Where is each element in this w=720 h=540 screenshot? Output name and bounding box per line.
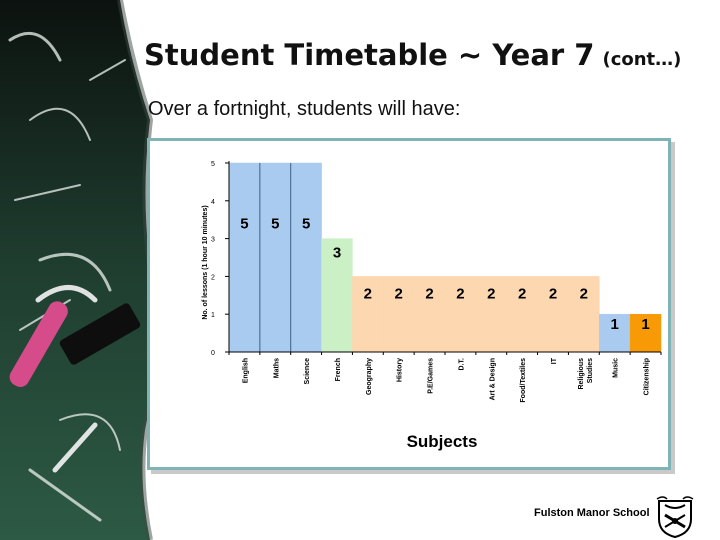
chart-frame [147, 138, 671, 470]
data-label: 2 [456, 285, 465, 303]
slide-title [144, 38, 681, 72]
data-label: 2 [425, 285, 434, 303]
y-tick-label: 2 [211, 274, 215, 282]
bar-0 [229, 163, 260, 352]
y-tick-label: 0 [211, 350, 215, 357]
data-label: 1 [610, 316, 619, 334]
bar-2 [291, 163, 322, 352]
y-tick-label: 5 [211, 161, 215, 168]
category-label: D.T. [458, 358, 466, 371]
category-label: Music [612, 358, 620, 378]
slide-subtitle: Over a fortnight, students will have: [148, 98, 461, 120]
data-label: 2 [363, 285, 373, 303]
category-label: Religious Studies [577, 358, 594, 390]
category-label: Maths [273, 358, 281, 379]
data-label: 5 [271, 215, 280, 233]
data-label: 3 [332, 244, 342, 262]
data-label: 1 [641, 316, 650, 334]
x-axis-label: Subjects [406, 432, 478, 451]
y-tick-label: 4 [211, 198, 215, 206]
footer-school-name: Fulston Manor School [534, 507, 650, 519]
category-label: Food/Textiles [520, 358, 528, 403]
data-label: 2 [487, 285, 496, 303]
data-label: 2 [579, 285, 589, 303]
bar-chart [150, 141, 668, 467]
category-label: Art & Design [489, 358, 497, 401]
category-label: English [242, 358, 250, 384]
y-tick-label: 1 [211, 312, 215, 320]
bar-1 [260, 163, 291, 352]
category-label: IT [551, 358, 558, 365]
category-label: French [335, 358, 342, 382]
data-label: 2 [394, 285, 403, 303]
category-label: Geography [365, 358, 373, 395]
data-label: 5 [240, 215, 249, 233]
category-label: P.E/Games [427, 358, 435, 394]
school-crest-logo [655, 495, 695, 539]
data-label: 2 [517, 285, 527, 303]
slide-title-suffix: (cont…) [602, 49, 682, 70]
y-tick-label: 3 [211, 236, 215, 244]
category-label: Citizenship [643, 358, 651, 396]
y-axis-label: No. of lessons (1 hour 10 minutes) [202, 205, 209, 320]
category-label: History [396, 358, 404, 383]
data-label: 2 [548, 285, 558, 303]
category-label: Science [304, 358, 312, 385]
slide-title-text: Student Timetable ~ Year 7 [144, 38, 595, 72]
data-label: 5 [301, 215, 311, 233]
